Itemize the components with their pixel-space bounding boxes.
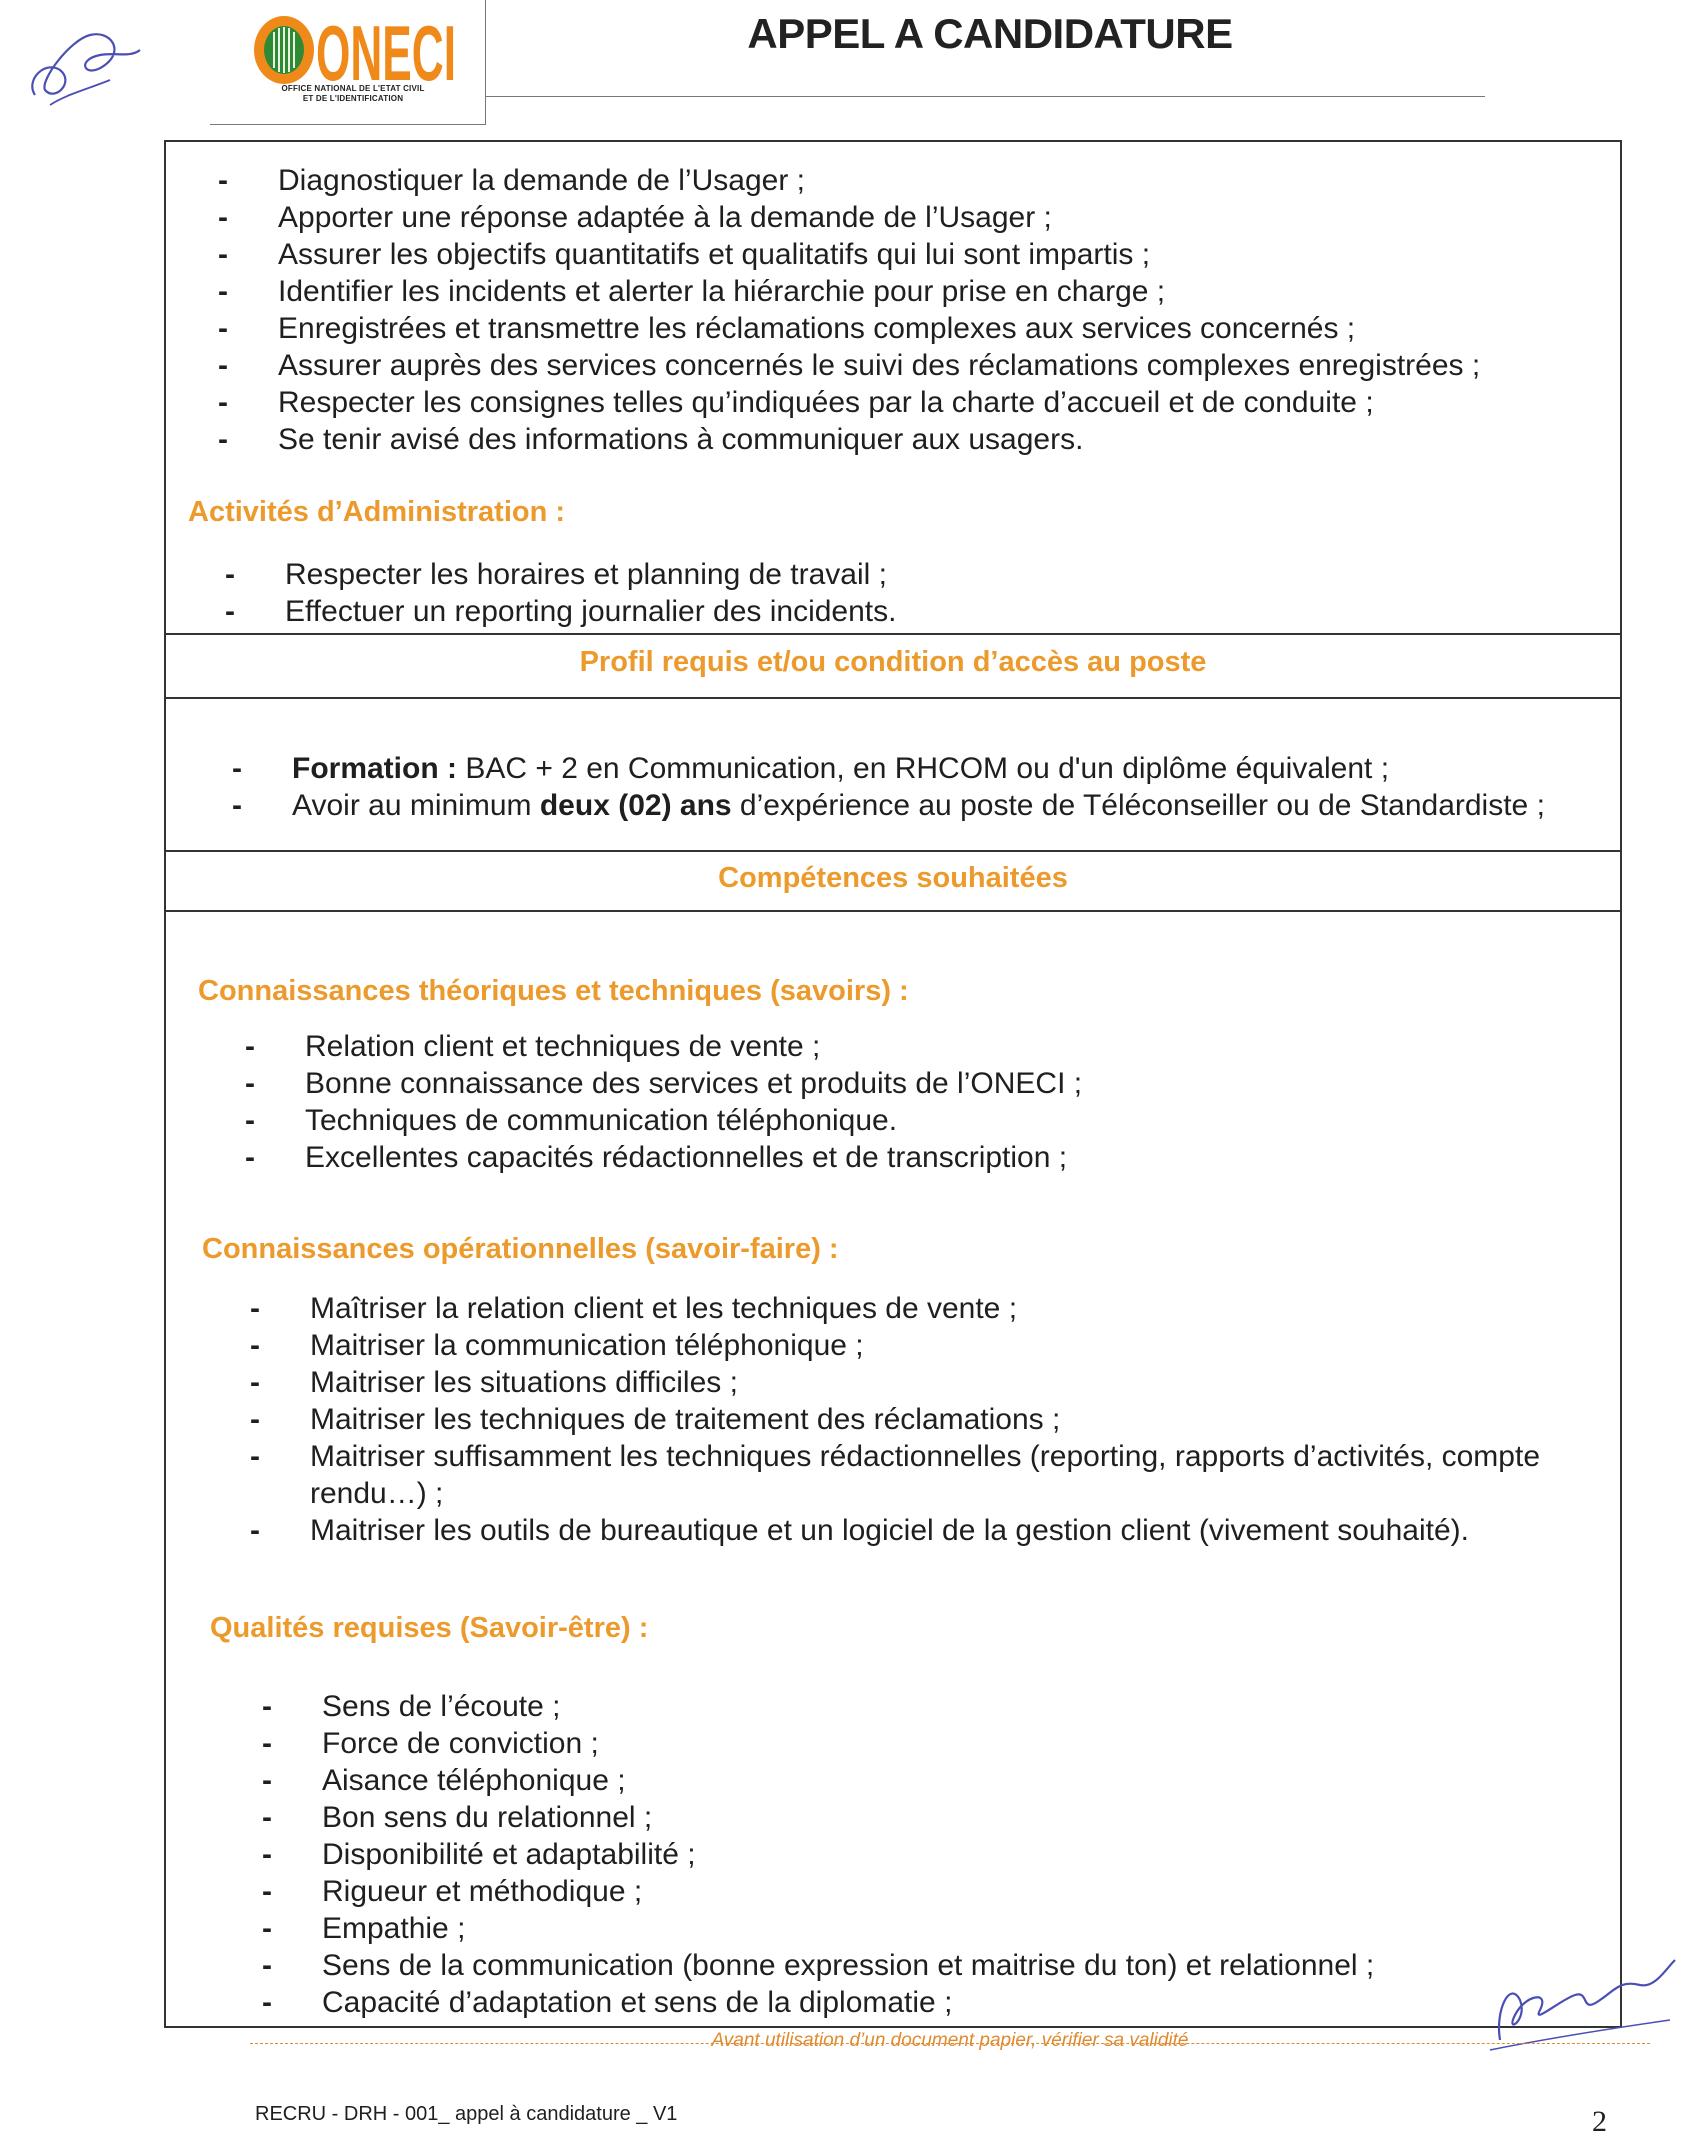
header-divider (485, 96, 1485, 97)
list-item: - Aisance téléphonique ; (262, 1764, 626, 1797)
list-item: - Rigueur et méthodique ; (262, 1875, 643, 1908)
profil-section-title: Profil requis et/ou condition d’accès au poste (579, 646, 1207, 678)
savoirs-heading: Connaissances théoriques et techniques (savoirs) : (198, 975, 909, 1007)
validity-note: Avant utilisation d’un document papier, vérifier sa validité (711, 2030, 1189, 2051)
list-item: - Maitriser suffisamment les techniques rédactionnelles (reporting, rapports d’activités, compte rendu…) ; (250, 1440, 1540, 1510)
logo-subtitle: OFFICE NATIONAL DE L'ETAT CIVIL ET DE L'IDENTIFICATION (281, 84, 425, 103)
section-divider (164, 910, 1622, 912)
list-item: - Maitriser les techniques de traitement des réclamations ; (250, 1403, 1061, 1436)
oneci-logo (248, 10, 458, 110)
section-divider (164, 850, 1622, 852)
list-item: - Diagnostiquer la demande de l’Usager ; (218, 164, 805, 197)
savoir-etre-list (262, 1688, 1617, 2021)
section-divider (164, 697, 1622, 699)
list-item: - Assurer les objectifs quantitatifs et qualitatifs qui lui sont impartis ; (218, 238, 1151, 271)
list-item: - Se tenir avisé des informations à communiquer aux usagers. (218, 423, 1084, 456)
list-item: - Identifier les incidents et alerter la hiérarchie pour prise en charge ; (218, 275, 1166, 308)
savoir-etre-heading: Qualités requises (Savoir-être) : (210, 1612, 649, 1644)
savoir-faire-heading: Connaissances opérationnelles (savoir-faire) : (202, 1233, 839, 1265)
logo-icon (248, 10, 458, 88)
list-item: - Respecter les consignes telles qu’indiquées par la charte d’accueil et de conduite ; (218, 386, 1374, 419)
list-item: - Techniques de communication téléphonique. (245, 1104, 898, 1137)
list-item: - Enregistrées et transmettre les réclamations complexes aux services concernés ; (218, 312, 1356, 345)
competences-section-title: Compétences souhaitées (718, 862, 1068, 894)
page-number: 2 (1592, 2105, 1607, 2138)
list-item: - Sens de l’écoute ; (262, 1690, 561, 1723)
list-item: - Capacité d’adaptation et sens de la diplomatie ; (262, 1986, 953, 2019)
page-title: APPEL A CANDIDATURE (747, 10, 1233, 57)
document-reference: RECRU - DRH - 001_ appel à candidature _ V1 (255, 2103, 678, 2125)
list-item: - Force de conviction ; (262, 1727, 599, 1760)
administration-list (225, 556, 1605, 630)
profil-list (232, 750, 1617, 824)
initials-signature-icon (15, 10, 145, 120)
missions-list (218, 162, 1608, 458)
administration-heading: Activités d’Administration : (188, 496, 566, 528)
list-item: - Maitriser les situations difficiles ; (250, 1366, 738, 1399)
list-item: - Bonne connaissance des services et produits de l’ONECI ; (245, 1067, 1083, 1100)
list-item: - Disponibilité et adaptabilité ; (262, 1838, 696, 1871)
list-item: - Avoir au minimum deux (02) ans d’expérience au poste de Téléconseiller ou de Standardiste ; (232, 789, 1545, 822)
list-item: - Formation : BAC + 2 en Communication, en RHCOM ou d'un diplôme équivalent ; (232, 752, 1390, 785)
list-item: - Assurer auprès des services concernés le suivi des réclamations complexes enregistrées ; (218, 349, 1481, 382)
list-item: - Excellentes capacités rédactionnelles et de transcription ; (245, 1141, 1068, 1174)
list-item: - Maitriser la communication téléphonique ; (250, 1329, 864, 1362)
list-item: - Sens de la communication (bonne expression et maitrise du ton) et relationnel ; (262, 1949, 1375, 1982)
savoir-faire-list (250, 1290, 1620, 1549)
section-divider (164, 633, 1622, 635)
savoirs-list (245, 1028, 1615, 1176)
list-item: - Bon sens du relationnel ; (262, 1801, 653, 1834)
list-item: - Maîtriser la relation client et les techniques de vente ; (250, 1292, 1018, 1325)
list-item: - Relation client et techniques de vente ; (245, 1030, 821, 1063)
list-item: - Effectuer un reporting journalier des incidents. (225, 595, 897, 628)
list-item: - Respecter les horaires et planning de travail ; (225, 558, 887, 591)
svg-text:ONECI: ONECI (316, 10, 456, 88)
list-item: - Maitriser les outils de bureautique et un logiciel de la gestion client (vivement souhaité). (250, 1514, 1469, 1547)
list-item: - Apporter une réponse adaptée à la demande de l’Usager ; (218, 201, 1052, 234)
list-item: - Empathie ; (262, 1912, 466, 1945)
